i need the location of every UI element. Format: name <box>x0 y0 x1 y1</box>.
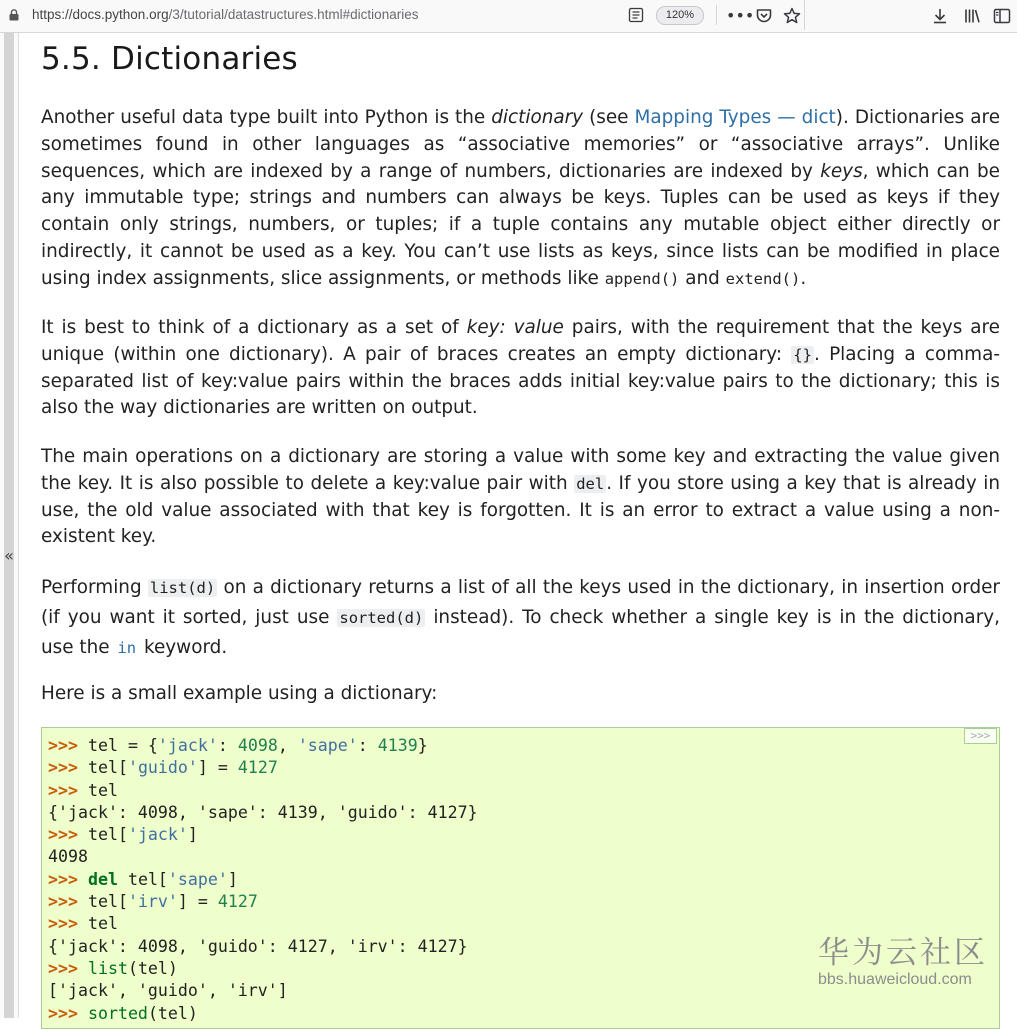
collapse-sidebar-button[interactable]: « <box>4 546 14 565</box>
paragraph-2: It is best to think of a dictionary as a set of key: value pairs, with the requirement that the keys are unique (within one dictionary). A pair of braces creates an empty dictionary: {} . Placing a comma-separated list of key:value pairs within the braces adds initial key:value pairs to the dictionary; this is also the way dictionaries are written on output. <box>41 317 1000 419</box>
zoom-level-button[interactable]: 120% <box>656 6 704 25</box>
page-actions-icon[interactable]: ••• <box>726 6 755 25</box>
browser-toolbar <box>0 0 1017 33</box>
watermark-brand: 华为云社区 <box>818 935 988 971</box>
mapping-types-link[interactable]: Mapping Types — dict <box>634 107 836 128</box>
bookmark-star-icon[interactable] <box>782 6 802 26</box>
download-icon[interactable] <box>930 6 950 26</box>
paragraph-3: The main operations on a dictionary are storing a value with some key and extracting the value given the key. It is also possible to delete a key:value pair with del . If you store using a key that is already in use, the old value associated with that key is forgotten. It is an error to extract a value using a non-existent key. <box>41 446 1000 548</box>
lock-icon <box>9 9 19 21</box>
reader-view-icon[interactable] <box>628 7 644 23</box>
library-icon[interactable] <box>962 6 982 26</box>
sidebar-scroll-bar[interactable] <box>4 33 14 1018</box>
address-bar[interactable] <box>32 7 418 22</box>
watermark <box>818 935 1008 989</box>
doc-sidebar-rail <box>0 33 19 1018</box>
watermark-site: bbs.huaweicloud.com <box>818 971 972 988</box>
paragraph-1: Another useful data type built into Python is the dictionary (see Mapping Types — dict). Dictionaries are sometimes found in other languages as “associative memories” or “associative arrays”. Unlike sequences, which are indexed by a range of numbers, dictionaries are indexed by keys, which can be any immutable type; strings and numbers can always be keys. Tuples can be used as keys if they contain only strings, numbers, or tuples; if a tuple contains any mutable object either directly or indirectly, it cannot be used as a key. You can’t use lists as keys, since lists can be modified in place using index assignments, slice assignments, or methods like append() and extend(). <box>41 107 1001 289</box>
toolbar-separator <box>716 5 717 25</box>
toggle-prompts-button[interactable]: >>> <box>964 728 997 744</box>
code-block: >>> tel = {'jack': 4098, 'sape': 4139} >>> tel['guido'] = 4127 >>> tel {'jack': 4098, 'sape': 4139, 'guido': 4127} >>> tel['jack'] 4098 >>> del tel['sape'] >>> tel['irv'] = 4127 >>> tel {'jack': 4098, 'guido': 4127, 'irv': 4127} >>> list(tel) ['jack', 'guido', 'irv'] >>> sorted(tel) <box>48 736 478 1023</box>
sidebar-toggle-icon[interactable] <box>992 6 1012 26</box>
pocket-icon[interactable] <box>754 6 774 26</box>
paragraph-4: Performing list(d) on a dictionary returns a list of all the keys used in the dictionary, in insertion order (if you want it sorted, just use sorted(d) instead). To check whether a single key is in the dictionary, use the in keyword. <box>41 577 1000 658</box>
page-title: 5.5. Dictionaries <box>41 41 298 77</box>
paragraph-5: Here is a small example using a dictionary: <box>41 683 438 704</box>
urlbar-edge <box>804 0 805 30</box>
url-host: https://docs.python.org <box>32 7 169 22</box>
url-path: /3/tutorial/datastructures.html#dictionaries <box>168 7 419 22</box>
